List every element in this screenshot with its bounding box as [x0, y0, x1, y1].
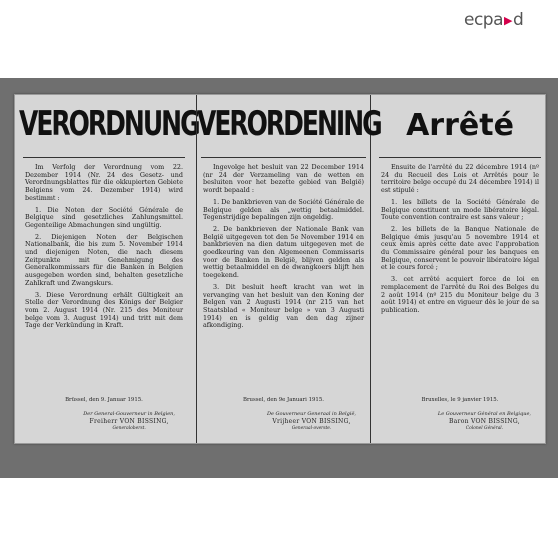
paragraph: 1. Die Noten der Société Générale de Belgique sind gesetzliches Zahlungsmittel. Gegenteilige Abmachungen sind ungültig.	[25, 205, 183, 229]
paragraph: 1. les billets de la Société Générale de Belgique constituent un mode libératoire légal. Toute convention contraire est sans valeur ;	[381, 197, 539, 222]
logo-text-left: ecpa	[464, 10, 504, 30]
paragraph: 1. De bankbrieven van de Société Générale de Belgique gelden als „wettig betaalmiddel. Tegenstrijdige bepalingen zijn ongeldig.	[203, 197, 364, 222]
paragraph: 2. De bankbrieven der Nationale Bank van België uitgegeven tot den 5e November 1914 en bankbrieven na dien datum uitgegeven met de goedkeuring van den Algemeenen Commissaris voor de Banken in België, blijven gelden als wettig betaalmiddel en de dwangkoers blijft hen toegekend.	[203, 224, 364, 280]
paragraph: 3. cet arrêté acquiert force de loi en remplacement de l'arrêté du Roi des Belges du 2 août 1914 (nº 215 du Moniteur belge du 3 août 1914) et entre en vigueur dès le jour de sa publication.	[381, 275, 539, 314]
signature-block	[438, 411, 531, 432]
proclamation-poster	[14, 94, 546, 444]
title-divider	[201, 157, 366, 158]
signature-role: Le Gouverneur Général en Belgique,	[437, 411, 531, 417]
column-title: VERORDENING	[197, 103, 381, 143]
column-german	[19, 95, 199, 443]
paragraph: Im Verfolg der Verordnung vom 22. Dezember 1914 (Nr. 24 des Gesetz- und Verordnungsblattes für die okkupierten Gebiete Belgiens vom 24. Dezember 1914) wird bestimmt :	[25, 163, 183, 202]
paragraph: 2. Diejenigen Noten der Belgischen Nationalbank, die bis zum 5. November 1914 und diejenigen Noten, die nach diesem Zeitpunkte mit Genehmigung des Generalkommissars für die Banken in Belgien ausgegeben worden sind, behalten gesetzliche Zahlkraft und Zwangskurs.	[25, 232, 183, 287]
column-dutch	[196, 95, 381, 443]
column-body	[375, 164, 545, 315]
column-body	[197, 164, 370, 330]
signature-block	[267, 411, 356, 432]
paragraph: Ingevolge het besluit van 22 December 1914 (nr 24 der Verzameling van de wetten en besluiten voor het bezette gebied van België) wordt bepaald :	[203, 163, 364, 195]
column-title: VERORDNUNG	[19, 103, 199, 143]
signature-rank: Colonel Général.	[465, 426, 504, 431]
column-title: Arrêté	[406, 108, 514, 143]
signature-name: Baron VON BISSING,	[448, 418, 520, 425]
signature-rank: Generaal-overste.	[291, 426, 332, 431]
paragraph: 3. Dit besluit heeft kracht van wet in vervanging van het besluit van den Koning der Belgen van 2 Augusti 1914 (nr 215 van het Staatsblad « Moniteur belge » van 3 Augusti 1914) en is geldig van den dag zijner afkondiging.	[203, 282, 364, 330]
paragraph: Ensuite de l'arrêté du 22 décembre 1914 (nº 24 du Recueil des Lois et Arrêtés pour le territoire belge occupé du 24 décembre 1914) il est stipulé :	[381, 163, 539, 195]
column-french	[375, 95, 545, 443]
signature-rank: Generaloberst.	[112, 426, 146, 431]
title-divider	[23, 157, 185, 158]
place-date: Bruxelles, le 9 janvier 1915.	[421, 397, 499, 403]
play-triangle-icon: ▶	[504, 14, 512, 27]
ecpad-logo	[464, 10, 523, 30]
place-date: Brüssel, den 9. Januar 1915.	[65, 397, 143, 403]
signature-name: Freiherr VON BISSING,	[89, 418, 169, 425]
signature-block	[83, 411, 175, 432]
signature-role: De Gouverneur Generaal in België,	[267, 411, 356, 417]
column-body	[19, 164, 189, 330]
paragraph: 2. les billets de la Banque Nationale de Belgique émis jusqu'au 5 novembre 1914 et ceux émis après cette date avec l'approbation du Commissaire général pour les banques en Belgique, conservent le pouvoir libératoire légal et le cours forcé ;	[381, 224, 539, 272]
signature-role: Der General-Gouverneur in Belgien,	[83, 411, 175, 417]
signature-name: Vrijheer VON BISSING,	[272, 418, 351, 425]
place-date: Brussel, den 9e Januari 1915.	[242, 397, 325, 403]
title-divider	[379, 157, 541, 158]
paragraph: 3. Diese Verordnung erhält Gültigkeit an Stelle der Verordnung des Königs der Belgier vom 2. August 1914 (Nr. 215 des Moniteur belge vom 3. August 1914) und tritt mit dem Tage der Verkündung in Kraft.	[25, 290, 183, 330]
logo-text-right: d	[512, 10, 524, 30]
